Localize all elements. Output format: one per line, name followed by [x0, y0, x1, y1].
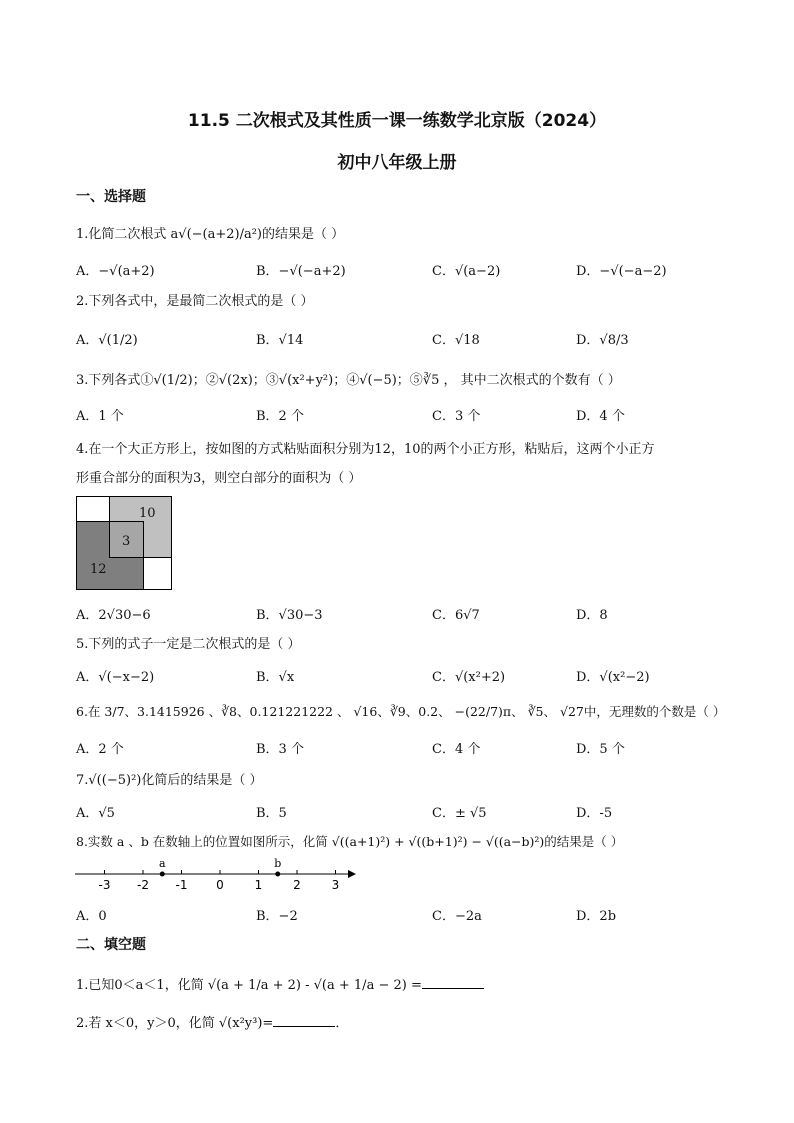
tick-label: -1 — [175, 878, 188, 892]
section-heading-fill: 二、填空题 — [76, 937, 146, 953]
point-a-marker — [160, 872, 165, 877]
option-c: C．3 个 — [432, 409, 481, 424]
tick-label: -2 — [137, 878, 149, 892]
option-b: B．2 个 — [256, 409, 304, 424]
number-line-ticks — [99, 870, 340, 892]
section-heading-choice: 一、选择题 — [76, 189, 146, 205]
answer-blank[interactable] — [273, 1014, 335, 1027]
option-c: C．6√7 — [432, 608, 480, 623]
option-b: B．√14 — [256, 333, 304, 348]
page-subtitle: 初中八年级上册 — [337, 153, 457, 173]
option-a: A．√5 — [76, 806, 115, 821]
option-a: A．1 个 — [76, 409, 124, 424]
fill-question-2 — [76, 1012, 348, 1031]
label-10: 10 — [139, 506, 156, 521]
option-c: C．−2a — [432, 909, 482, 924]
option-d: D．√8/3 — [576, 333, 629, 348]
tick-label: -3 — [98, 878, 111, 892]
option-b: B．−2 — [256, 909, 298, 924]
option-b: B．5 — [256, 806, 287, 821]
question-stem: 4.在一个大正方形上，按如图的方式粘贴面积分别为12，10的两个小正方形，粘贴后，这两个小正方 — [76, 442, 655, 457]
question-stem: 2.下列各式中，是最简二次根式的是（ ） — [76, 294, 314, 309]
option-d: D．5 个 — [576, 742, 625, 757]
option-c: C．√18 — [432, 333, 480, 348]
tick-label: 3 — [331, 878, 340, 892]
question-stem: 8.实数 a 、b 在数轴上的位置如图所示，化简 √((a+1)²) + √((b+1)²) − √((a−b)²)的结果是（ ） — [76, 834, 624, 849]
question-stem: 1.化简二次根式 a√(−(a+2)/a²)的结果是（ ） — [76, 227, 345, 242]
question-stem: 7.√((−5)²)化简后的结果是（ ） — [76, 773, 263, 788]
point-b-marker — [275, 872, 280, 877]
option-a: A．√(1/2) — [76, 333, 138, 348]
option-b: B．√30−3 — [256, 608, 323, 623]
number-line-arrow — [348, 870, 356, 878]
option-a: A．−√(a+2) — [76, 264, 155, 279]
tick-label: 2 — [293, 878, 301, 892]
option-a: A．√(−x−2) — [76, 670, 155, 685]
option-c: C．√(a−2) — [432, 264, 501, 279]
tick-label: 1 — [254, 878, 263, 892]
question-stem: 1.已知0＜a＜1，化简 √(a + 1/a + 2) - √(a + 1/a − 2) = — [76, 978, 422, 993]
question-stem: 6.在 3/7、3.1415926 、∛8、0.121221222 、 √16、∛9、0.2、 −(22/7)π、 ∛5、 √27中，无理数的个数是（ ） — [76, 704, 726, 719]
page-title: 11.5 二次根式及其性质一课一练数学北京版（2024） — [187, 111, 607, 131]
period: ． — [335, 1016, 349, 1031]
number-line — [70, 856, 360, 896]
option-b: B．−√(−a+2) — [256, 264, 346, 279]
option-d: D．−√(−a−2) — [576, 264, 667, 279]
point-a-label: a — [158, 857, 166, 870]
question-stem: 2.若 x＜0，y＞0，化简 √(x²y³)= — [76, 1016, 274, 1031]
option-d: D．2b — [576, 909, 617, 924]
question-stem: 3.下列各式①√(1/2)；②√(2x)；③√(x²+y²)；④√(−5)；⑤∛5 ， 其中二次根式的个数有（ ） — [76, 373, 621, 388]
option-b: B．√x — [256, 670, 295, 685]
option-a: A．2√30−6 — [76, 608, 151, 623]
question-stem: 5.下列的式子一定是二次根式的是（ ） — [76, 637, 301, 652]
question-stem-continued: 形重合部分的面积为3，则空白部分的面积为（ ） — [76, 471, 362, 486]
fill-question-1 — [76, 974, 484, 993]
option-c: C．± √5 — [432, 806, 487, 821]
option-d: D．√(x²−2) — [576, 670, 650, 685]
overlap-squares-figure — [76, 496, 172, 590]
tick-label: 0 — [216, 878, 224, 892]
option-d: D．4 个 — [576, 409, 625, 424]
option-b: B．3 个 — [256, 742, 304, 757]
label-12: 12 — [90, 562, 107, 577]
option-c: C．√(x²+2) — [432, 670, 506, 685]
option-a: A．2 个 — [76, 742, 124, 757]
label-3: 3 — [122, 534, 131, 549]
point-b-label: b — [274, 857, 282, 870]
option-a: A．0 — [76, 909, 107, 924]
option-d: D．8 — [576, 608, 608, 623]
option-c: C．4 个 — [432, 742, 481, 757]
answer-blank[interactable] — [422, 976, 484, 989]
option-d: D．-5 — [576, 806, 613, 821]
